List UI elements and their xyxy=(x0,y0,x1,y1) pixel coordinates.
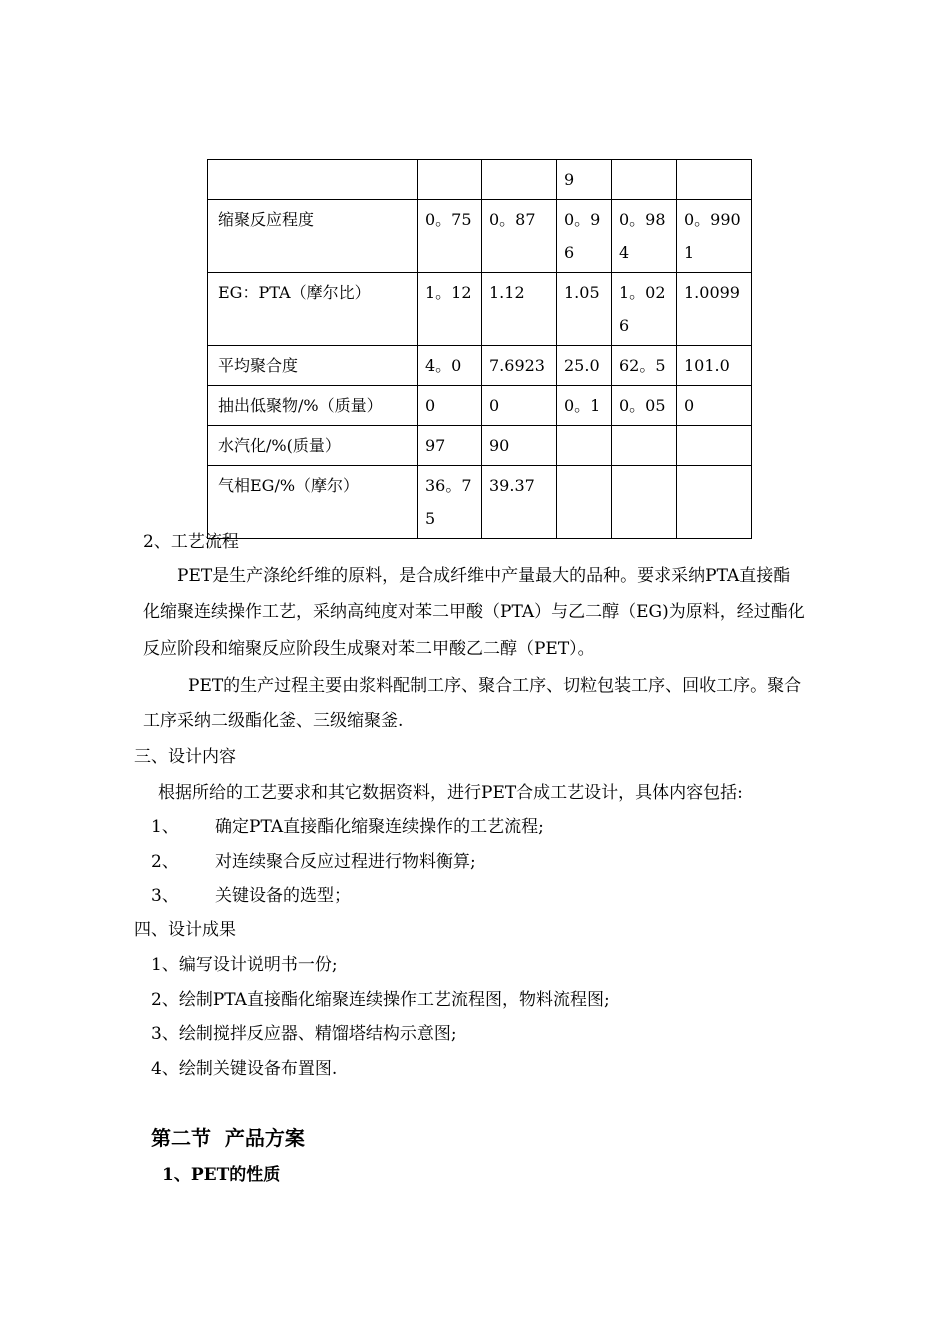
table-row-label: 平均聚合度 xyxy=(208,346,418,386)
table-cell: 0 xyxy=(418,386,482,426)
table-cell xyxy=(677,426,752,466)
table-cell: 36。75 xyxy=(418,466,482,539)
table-cell: 0。9901 xyxy=(677,200,752,273)
section-heading-design-results: 四、设计成果 xyxy=(134,920,236,940)
table-cell: 0 xyxy=(677,386,752,426)
process-para1-line1: PET是生产涤纶纤维的原料，是合成纤维中产量最大的品种。要求采纳PTA直接酯 xyxy=(177,566,791,586)
table-cell: 39.37 xyxy=(482,466,557,539)
section-heading-design-content: 三、设计内容 xyxy=(134,747,236,767)
process-para1-line2: 化缩聚连续操作工艺，采纳高纯度对苯二甲酸（PTA）与乙二醇（EG)为原料，经过酯化 xyxy=(143,602,805,622)
chapter-title: 第二节 产品方案 xyxy=(151,1126,305,1150)
result-item-3: 3、绘制搅拌反应器、精馏塔结构示意图; xyxy=(151,1024,457,1044)
table-cell: 1。026 xyxy=(612,273,677,346)
process-para1-line3: 反应阶段和缩聚反应阶段生成聚对苯二甲酸乙二醇（PET）。 xyxy=(143,639,595,659)
design-item-2-text: 对连续聚合反应过程进行物料衡算; xyxy=(215,852,476,872)
design-item-1-num: 1、 xyxy=(151,817,179,837)
table-cell: 1。12 xyxy=(418,273,482,346)
table-cell: 0。96 xyxy=(557,200,612,273)
table-cell: 7.6923 xyxy=(482,346,557,386)
table-row-label: 水汽化/%(质量） xyxy=(208,426,418,466)
table-row xyxy=(208,346,752,386)
table-row-label: 气相EG/%（摩尔） xyxy=(208,466,418,539)
table-cell xyxy=(677,466,752,539)
design-item-3-num: 3、 xyxy=(151,886,179,906)
table-cell: 25.0 xyxy=(557,346,612,386)
design-item-2-num: 2、 xyxy=(151,852,179,872)
table-row xyxy=(208,160,752,200)
table-cell xyxy=(612,466,677,539)
table-cell: 9 xyxy=(557,160,612,200)
table-cell xyxy=(418,160,482,200)
table-row-label xyxy=(208,160,418,200)
section-heading-process: 2、工艺流程 xyxy=(143,532,239,552)
table-cell xyxy=(557,426,612,466)
table-row xyxy=(208,426,752,466)
table-cell: 0。05 xyxy=(612,386,677,426)
table-cell xyxy=(482,160,557,200)
design-content-intro: 根据所给的工艺要求和其它数据资料，进行PET合成工艺设计，具体内容包括: xyxy=(158,783,743,803)
table-cell xyxy=(612,426,677,466)
table-cell: 101.0 xyxy=(677,346,752,386)
result-item-4: 4、绘制关键设备布置图. xyxy=(151,1059,338,1079)
process-para2-line2: 工序采纳二级酯化釜、三级缩聚釜. xyxy=(143,711,404,731)
table-cell: 1.0099 xyxy=(677,273,752,346)
table-row-label: 缩聚反应程度 xyxy=(208,200,418,273)
table-cell xyxy=(677,160,752,200)
chapter-subtitle: 1、PET的性质 xyxy=(162,1165,281,1185)
table-cell: 4。0 xyxy=(418,346,482,386)
table-cell xyxy=(557,466,612,539)
table-cell: 1.12 xyxy=(482,273,557,346)
table-cell: 90 xyxy=(482,426,557,466)
table-cell: 0。87 xyxy=(482,200,557,273)
table-cell: 0 xyxy=(482,386,557,426)
result-item-2: 2、绘制PTA直接酯化缩聚连续操作工艺流程图，物料流程图; xyxy=(151,990,610,1010)
table-cell: 0。1 xyxy=(557,386,612,426)
table-cell: 0。984 xyxy=(612,200,677,273)
process-para2-line1: PET的生产过程主要由浆料配制工序、聚合工序、切粒包装工序、回收工序。聚合 xyxy=(188,676,802,696)
result-item-1: 1、编写设计说明书一份; xyxy=(151,955,338,975)
table-row-label: 抽出低聚物/%（质量） xyxy=(208,386,418,426)
table-cell: 0。75 xyxy=(418,200,482,273)
design-item-1-text: 确定PTA直接酯化缩聚连续操作的工艺流程; xyxy=(215,817,544,837)
table-body xyxy=(208,160,752,539)
table-cell xyxy=(612,160,677,200)
design-item-3-text: 关键设备的选型； xyxy=(215,886,351,906)
table-cell: 97 xyxy=(418,426,482,466)
table-row xyxy=(208,273,752,346)
table-row-label: EG：PTA（摩尔比） xyxy=(208,273,418,346)
table-row xyxy=(208,200,752,273)
table-row xyxy=(208,386,752,426)
table-cell: 62。5 xyxy=(612,346,677,386)
reaction-data-table xyxy=(207,159,752,539)
table-cell: 1.05 xyxy=(557,273,612,346)
table-row xyxy=(208,466,752,539)
